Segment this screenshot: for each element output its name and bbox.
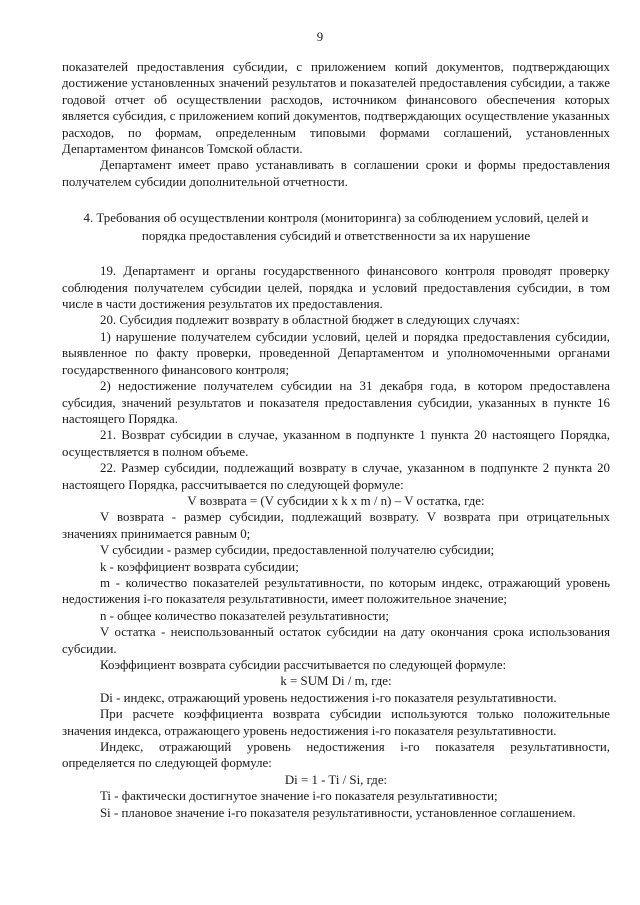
- section-heading: 4. Требования об осуществлении контроля (мониторинга) за соблюдением условий, целей и порядка предоставления субсидий и ответственности за их нарушение: [83, 211, 589, 243]
- document-body: [62, 59, 610, 821]
- paragraph-20-item-2: 2) недостижение получателем субсидии на 31 декабря года, в котором предоставлена субсидия, значений результатов и показателя предоставления субсидии, указанных в пункте 16 настоящего Порядка.: [62, 379, 610, 426]
- paragraph-additional-reporting: Департамент имеет право устанавливать в соглашении сроки и формы предоставления получателем субсидии дополнительной отчетности.: [62, 158, 610, 189]
- paragraph-reporting-continuation: показателей предоставления субсидии, с приложением копий документов, подтверждающих достижение установленных значений результатов и показателей предоставления субсидии, а также годовой отчет об осуществлении расходов, источником финансового обеспечения которых является субсидия, с приложением копий документов, подтверждающих осуществление указанных расходов, по формам, определенным типовыми формами соглашений, установленных Департаментом финансов Томской области.: [62, 60, 610, 157]
- definition-v-return: V возврата - размер субсидии, подлежащий возврату. V возврата при отрицательных значениях принимается равным 0;: [62, 510, 610, 541]
- page-number: 9: [316, 30, 324, 44]
- formula-v-return: V возврата = (V субсидии x k x m / n) – V остатка, где:: [187, 493, 485, 508]
- paragraph-22: 22. Размер субсидии, подлежащий возврату в случае, указанном в подпункте 2 пункта 20 настоящего Порядка, рассчитывается по следующей формуле:: [62, 461, 610, 492]
- k-calculation-note: При расчете коэффициента возврата субсидии используются только положительные значения индекса, отражающего уровень недостижения i-го показателя результативности.: [62, 707, 610, 738]
- formula-di: Di = 1 - Ti / Si, где:: [284, 772, 388, 787]
- definition-di: Di - индекс, отражающий уровень недостижения i-го показателя результативности.: [100, 690, 557, 705]
- formula-k: k = SUM Di / m, где:: [280, 674, 392, 689]
- paragraph-19: 19. Департамент и органы государственного финансового контроля проводят проверку соблюдения получателем субсидии целей, порядка и условий предоставления субсидии, в том числе в части достижения результатов их предоставления.: [62, 264, 610, 312]
- definition-v-rest: V остатка - неиспользованный остаток субсидии на дату окончания срока использования субсидии.: [62, 625, 610, 656]
- definition-m: m - количество показателей результативности, по которым индекс, отражающий уровень недостижения i-го показателя результативности, имеет положительное значение;: [62, 575, 610, 607]
- definition-k: k - коэффициент возврата субсидии;: [100, 559, 299, 574]
- paragraph-20: 20. Субсидия подлежит возврату в областной бюджет в следующих случаях:: [100, 313, 520, 328]
- paragraph-21: 21. Возврат субсидии в случае, указанном в подпункте 1 пункта 20 настоящего Порядка, осуществляется в полном объеме.: [62, 428, 610, 459]
- definition-si: Si - плановое значение i-го показателя результативности, установленное соглашением.: [100, 805, 576, 820]
- di-formula-intro: Индекс, отражающий уровень недостижения i-го показателя результативности, определяется по следующей формуле:: [62, 740, 610, 771]
- definition-n: n - общее количество показателей результативности;: [100, 608, 389, 623]
- definition-ti: Ti - фактически достигнутое значение i-го показателя результативности;: [100, 789, 498, 804]
- paragraph-20-item-1: 1) нарушение получателем субсидии условий, целей и порядка предоставления субсидии, выявленное по факту проверки, проведенной Департаментом и уполномоченными органами государственного финансового контроля;: [62, 329, 610, 377]
- k-formula-intro: Коэффициент возврата субсидии рассчитывается по следующей формуле:: [100, 658, 507, 672]
- definition-v-subsidy: V субсидии - размер субсидии, предоставленной получателю субсидии;: [100, 543, 495, 558]
